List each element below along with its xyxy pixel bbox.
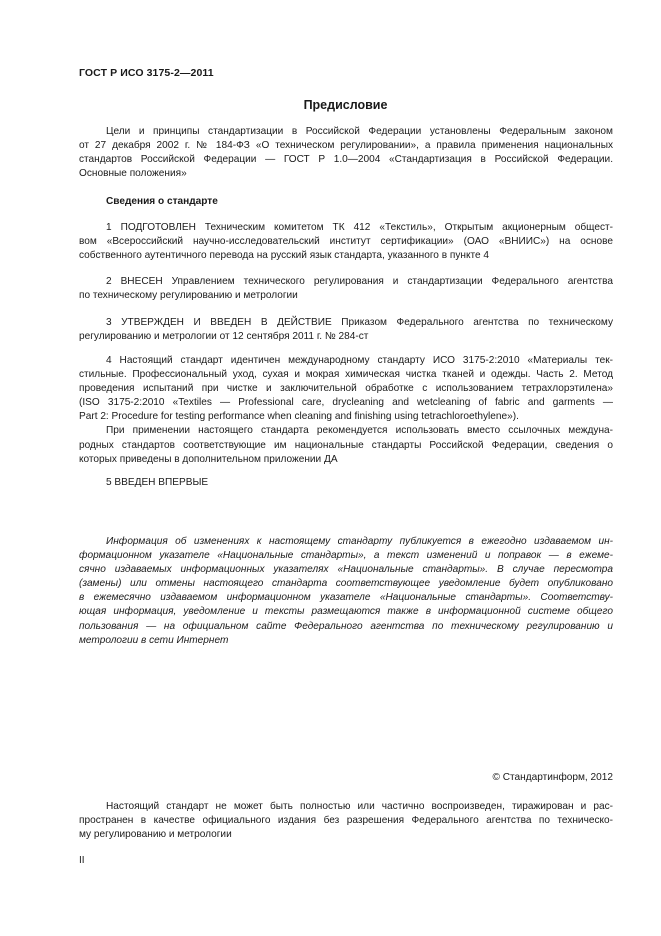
item-2-paragraph bbox=[79, 275, 613, 303]
item-4-line: Part 2: Procedure for testing performance when cleaning and finishing using tetrachloroethylene»). bbox=[79, 411, 519, 423]
item-4-line: При применении настоящего стандарта рекомендуется использовать вместо ссылочных междуна- bbox=[106, 425, 613, 437]
item-5-line: 5 ВВЕДЕН ВПЕРВЫЕ bbox=[106, 477, 209, 488]
item-1-paragraph bbox=[79, 221, 613, 263]
item-4-paragraph bbox=[79, 354, 613, 467]
info-line: метрологии в сети Интернет bbox=[79, 634, 229, 646]
item-4-line: (ISO 3175-2:2010 «Textiles — Professional care, drycleaning and wetcleaning of fabric and garments — bbox=[79, 397, 613, 409]
notice-line: пространен в качестве официального издания без разрешения Федерального агентства по техническо- bbox=[79, 815, 613, 827]
intro-line: от 27 декабря 2002 г. № 184-ФЗ «О техническом регулировании», а правила применения национальных bbox=[79, 140, 613, 152]
section-subhead: Сведения о стандарте bbox=[106, 196, 218, 207]
info-line: пользования — на официальном сайте Федерального агентства по техническому регулированию и bbox=[79, 620, 613, 632]
item-3-paragraph bbox=[79, 316, 613, 344]
item-2-line: 2 ВНЕСЕН Управлением технического регулирования и стандартизации Федерального агентства bbox=[106, 276, 613, 287]
item-5-paragraph bbox=[79, 476, 613, 490]
item-4-line: стильные. Профессиональный уход, сухая и мокрая химическая чистка тканей и одежды. Часть 2. Метод bbox=[79, 369, 613, 381]
page-number: II bbox=[79, 855, 85, 866]
info-line: (замены) или отмены настоящего стандарта соответствующее уведомление будет опубликовано bbox=[79, 578, 613, 590]
intro-line: стандартов Российской Федерации — ГОСТ Р 1.0—2004 «Стандартизация в Российской Федерации. bbox=[79, 154, 613, 166]
item-3-line: 3 УТВЕРЖДЕН И ВВЕДЕН В ДЕЙСТВИЕ Приказом Федерального агентства по техническому bbox=[106, 317, 613, 328]
info-line: формационном указателе «Национальные стандарты», а текст изменений и поправок — в ежеме- bbox=[79, 550, 613, 562]
copyright-notice: © Стандартинформ, 2012 bbox=[492, 772, 613, 783]
info-line: сячно издаваемых информационных указателях «Национальные стандарты». В случае пересмотра bbox=[79, 564, 613, 576]
notice-line: Настоящий стандарт не может быть полностью или частично воспроизведен, тиражирован и рас- bbox=[106, 801, 613, 812]
item-3-line: регулированию и метрологии от 12 сентября 2011 г. № 284-ст bbox=[79, 331, 369, 343]
intro-paragraph bbox=[79, 125, 613, 181]
item-4-line: которых приведены в дополнительном приложении ДА bbox=[79, 453, 338, 465]
item-1-line: собственного аутентичного перевода на русский язык стандарта, указанного в пункте 4 bbox=[79, 250, 490, 262]
info-paragraph bbox=[79, 535, 613, 648]
page-title: Предисловие bbox=[303, 98, 388, 112]
notice-line: му регулированию и метрологии bbox=[79, 829, 232, 841]
item-4-line: проведения испытаний при чистке и заключительной обработке с использованием тетрахлорэтилена» bbox=[79, 383, 613, 395]
item-1-line: 1 ПОДГОТОВЛЕН Техническим комитетом ТК 412 «Текстиль», Открытым акционерным общест- bbox=[106, 222, 613, 233]
document-header: ГОСТ Р ИСО 3175-2—2011 bbox=[79, 67, 214, 79]
item-4-line: 4 Настоящий стандарт идентичен международному стандарту ИСО 3175-2:2010 «Материалы тек- bbox=[106, 355, 613, 366]
intro-line: Цели и принципы стандартизации в Российской Федерации установлены Федеральным законом bbox=[106, 126, 613, 137]
intro-line: Основные положения» bbox=[79, 168, 187, 180]
item-4-line: родных стандартов соответствующие им национальные стандарты Российской Федерации, сведения о bbox=[79, 439, 613, 451]
reproduction-notice bbox=[79, 800, 613, 842]
info-line: ющая информация, уведомление и тексты размещаются также в информационной системе общего bbox=[79, 606, 613, 618]
info-line: Информация об изменениях к настоящему стандарту публикуется в ежегодно издаваемом ин- bbox=[106, 536, 613, 547]
info-line: в ежемесячно издаваемом информационном указателе «Национальные стандарты». Соответству- bbox=[79, 592, 613, 604]
item-1-line: вом «Всероссийский научно-исследовательский институт сертификации» (ОАО «ВНИИС») на основе bbox=[79, 236, 613, 248]
item-2-line: по техническому регулированию и метрологии bbox=[79, 290, 298, 302]
